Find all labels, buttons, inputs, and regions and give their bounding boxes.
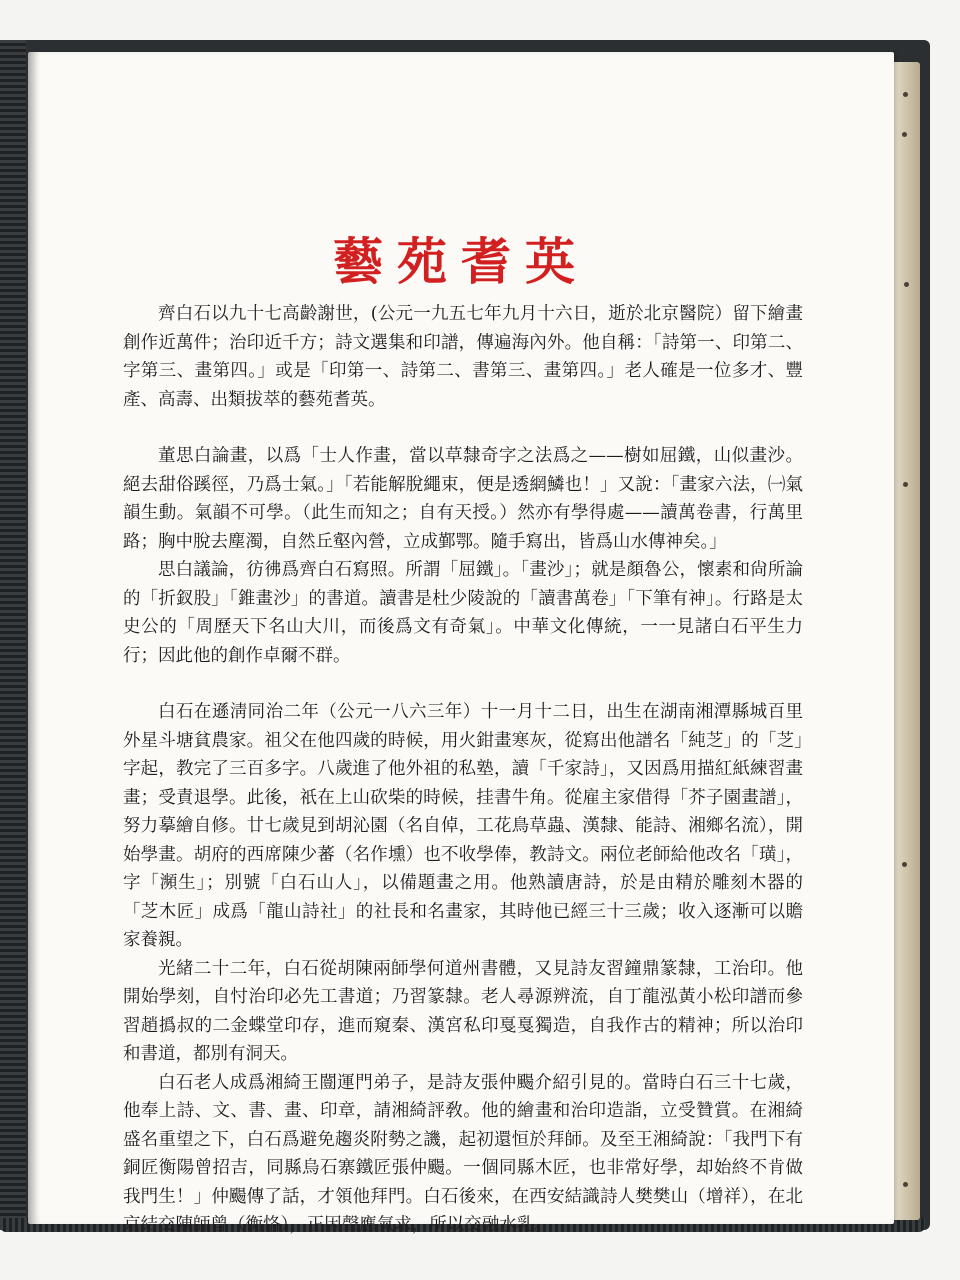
paragraph: 白石在遜淸同治二年（公元一八六三年）十一月十二日，出生在湖南湘潭縣城百里外星斗塘貧農家。祖父在他四歲的時候，用火鉗畫寒灰，從寫出他譜名「純芝」的「芝」字起，教完了三百多字。八歲進了他外祖的私塾，讀「千家詩」，又因爲用描紅紙練習畫畫；受責退學。此後，祇在上山砍柴的時候，挂書牛角。從雇主家借得「芥子園畫譜」，努力摹繪自修。廿七歲見到胡沁園（名自倬，工花鳥草蟲、漢隸、能詩、湘鄉名流），開始學畫。胡府的西席陳少蕃（名作壎）也不收學俸，教詩文。兩位老師給他改名「璜」，字「瀕生」；別號「白石山人」，以備題畫之用。他熟讀唐詩，於是由精於雕刻木器的「芝木匠」成爲「龍山詩社」的社長和名畫家，其時他已經三十三歲；收入逐漸可以贍家養親。: [123, 702, 803, 950]
page-spot: [903, 1182, 908, 1187]
paragraph: 齊白石以九十七高齡謝世，(公元一九五七年九月十六日，逝於北京醫院）留下繪畫創作近萬件；治印近千方；詩文選集和印譜，傳遍海內外。他自稱：「詩第一、印第二、字第三、畫第四。」或是「印第一、詩第二、書第三、畫第四。」老人確是一位多才、豐產、高壽、出類拔萃的藝苑耆英。: [123, 304, 803, 410]
paragraph: 董思白論畫，以爲「士人作畫，當以草隸奇字之法爲之——樹如屈鐵，山似畫沙。絕去甜俗蹊徑，乃爲士氣。」「若能解脫繩束，便是透網鱗也！」又說：「畫家六法，㈠氣韻生動。氣韻不可學。（此生而知之；自有天授。）然亦有學得處——讀萬卷書，行萬里路；胸中脫去塵濁，自然丘壑內營，立成鄞鄂。隨手寫出，皆爲山水傳神矣。」: [123, 446, 803, 552]
page-spot: [903, 482, 908, 487]
paragraph: 白石老人成爲湘綺王闓運門弟子，是詩友張仲颺介紹引見的。當時白石三十七歲，他奉上詩、文、書、畫、印章，請湘綺評敎。他的繪畫和治印造詣，立受贊賞。在湘綺盛名重望之下，白石爲避免趨炎附勢之譏，起初還恒於拜師。及至王湘綺說：「我門下有銅匠衡陽曾招吉，同縣烏石寨鐵匠張仲颺。一個同縣木匠，也非常好學，却始終不肯做我門生！」仲颺傳了話，才領他拜門。白石後來，在西安結識詩人樊樊山（增祥），在北京結交陳師曾（衡恪），正因聲應氣求，所以交融水乳。: [123, 1072, 803, 1235]
page-spot: [902, 862, 907, 867]
paragraph: 光緒二十二年，白石從胡陳兩師學何道州書體，又見詩友習鐘鼎篆隸，工治印。他開始學刻，自忖治印必先工書道；乃習篆隸。老人尋源辨流，自丁龍泓黃小松印譜而參習趙撝叔的二金蝶堂印存，進而窺秦、漢宮私印戛戛獨造，自我作古的精神；所以治印和書道，都別有洞天。: [123, 958, 803, 1064]
page-spot: [903, 92, 908, 97]
page-title: 藝苑耆英: [333, 232, 589, 291]
body-text: [123, 300, 803, 1240]
paragraph: 思白議論，彷彿爲齊白石寫照。所謂「屈鐵」。「畫沙」；就是顏魯公，懷素和尙所論的「折釵股」「錐畫沙」的書道。讀書是杜少陵說的「讀書萬卷」「下筆有神」。行路是太史公的「周歷天下名山大川，而後爲文有奇氣」。中華文化傳統，一一見諸白石平生力行；因此他的創作卓爾不群。: [123, 560, 803, 666]
page-spot: [904, 282, 909, 287]
page-spot: [902, 132, 907, 137]
cover-spine-edge: [0, 40, 26, 1230]
page-gutter-shadow: [28, 52, 40, 1224]
book-page: [28, 52, 894, 1235]
